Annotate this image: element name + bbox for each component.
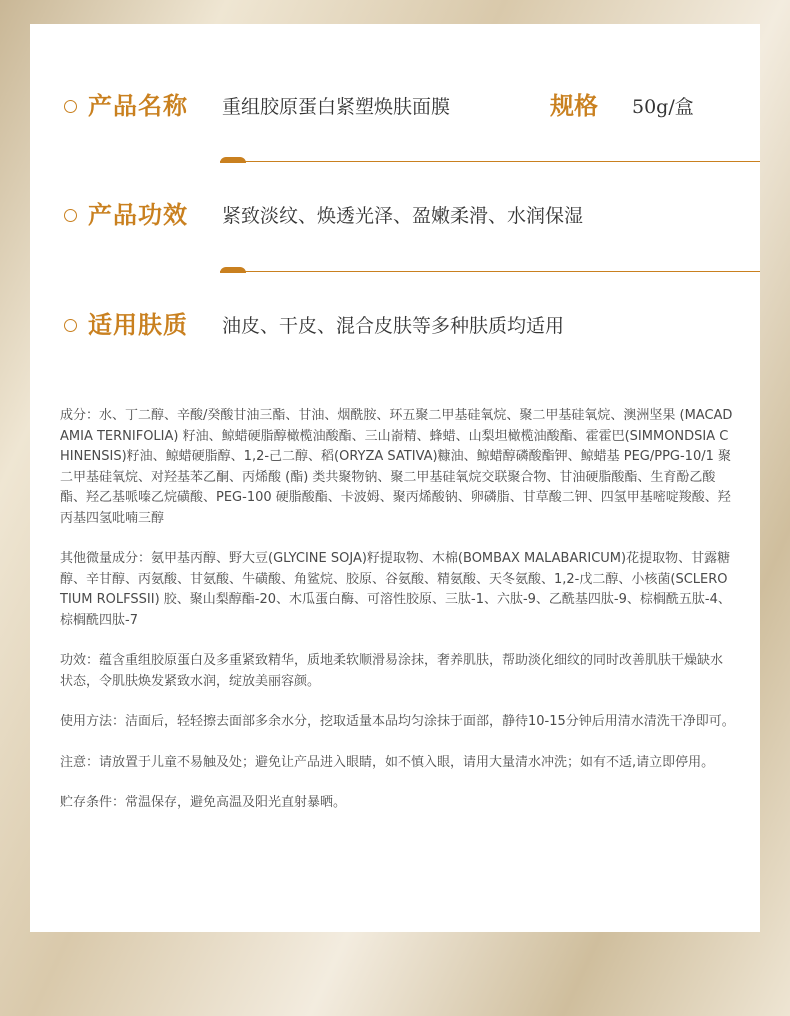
skin-type-label: 适用肤质 [88,310,188,339]
skin-type-row [30,307,760,347]
product-info-card [30,24,760,932]
divider [220,161,760,162]
circle-bullet-icon [64,319,77,332]
skin-type-value: 油皮、干皮、混合皮肤等多种肤质均适用 [222,315,565,337]
effect-text: 功效：蕴含重组胶原蛋白及多重紧致精华，质地柔软顺滑易涂抹，奢养肌肤，帮助淡化细纹的同时改善肌肤干燥缺水状态，令肌肤焕发紧致水润，绽放美丽容颜。 [60,653,724,689]
product-name-value: 重组胶原蛋白紧塑焕肤面膜 [222,96,451,118]
circle-bullet-icon [64,100,77,113]
storage-text: 贮存条件：常温保存，避免高温及阳光直射暴晒。 [60,795,347,810]
divider [220,271,760,272]
spec-value: 50g/盒 [632,96,694,118]
usage-text: 使用方法：洁面后，轻轻擦去面部多余水分，挖取适量本品均匀涂抹于面部，静待10-15分钟后用清水清洗干净即可。 [60,714,735,729]
product-effect-row [30,197,760,237]
product-effect-value: 紧致淡纹、焕透光泽、盈嫩柔滑、水润保湿 [222,205,584,227]
product-details [60,406,735,834]
circle-bullet-icon [64,209,77,222]
caution-text: 注意：请放置于儿童不易触及处；避免让产品进入眼睛，如不慎入眼，请用大量清水冲洗；如有不适,请立即停用。 [60,754,715,770]
trace-ingredients-text: 其他微量成分：氨甲基丙醇、野大豆(GLYCINE SOJA)籽提取物、木棉(BOMBAX MALABARICUM)花提取物、甘露糖醇、辛甘醇、丙氨酸、甘氨酸、牛磺酸、角鲨烷、胶原、谷氨酸、精氨酸、天冬氨酸、1,2-戊二醇、小核菌(SCLEROTIUM ROLFSSII) 胶、聚山梨醇酯-20、木瓜蛋白酶、可溶性胶原、三肽-1、六肽-9、乙酰基四肽-9、棕榈酰五肽-4、棕榈酰四肽-7 [60,551,731,628]
spec-label: 规格 [550,91,598,120]
product-name-row [30,88,760,128]
product-effect-label: 产品功效 [88,200,188,229]
divider-tip [220,267,246,273]
product-name-label: 产品名称 [88,91,188,120]
divider-tip [220,157,246,163]
ingredients-text: 成分：水、丁二醇、辛酸/癸酸甘油三酯、甘油、烟酰胺、环五聚二甲基硅氧烷、聚二甲基硅氧烷、澳洲坚果 (MACADAMIA TERNIFOLIA) 籽油、鲸蜡硬脂醇橄榄油酸酯、三山嵛精、蜂蜡、山梨坦橄榄油酸酯、霍霍巴(SIMMONDSIA CHINENSIS)籽油、鲸蜡硬脂醇、1,2-己二醇、稻(ORYZA SATIVA)糠油、鲸蜡醇磷酸酯钾、鲸蜡基 PEG/PPG-10/1 聚二甲基硅氧烷、对羟基苯乙酮、丙烯酸 (酯) 类共聚物钠、聚二甲基硅氧烷交联聚合物、甘油硬脂酸酯、生育酚乙酸酯、羟乙基哌嗪乙烷磺酸、PEG-100 硬脂酸酯、卡波姆、聚丙烯酸钠、卵磷脂、甘草酸二钾、四氢甲基嘧啶羧酸、羟丙基四氢吡喃三醇 [60,408,733,526]
